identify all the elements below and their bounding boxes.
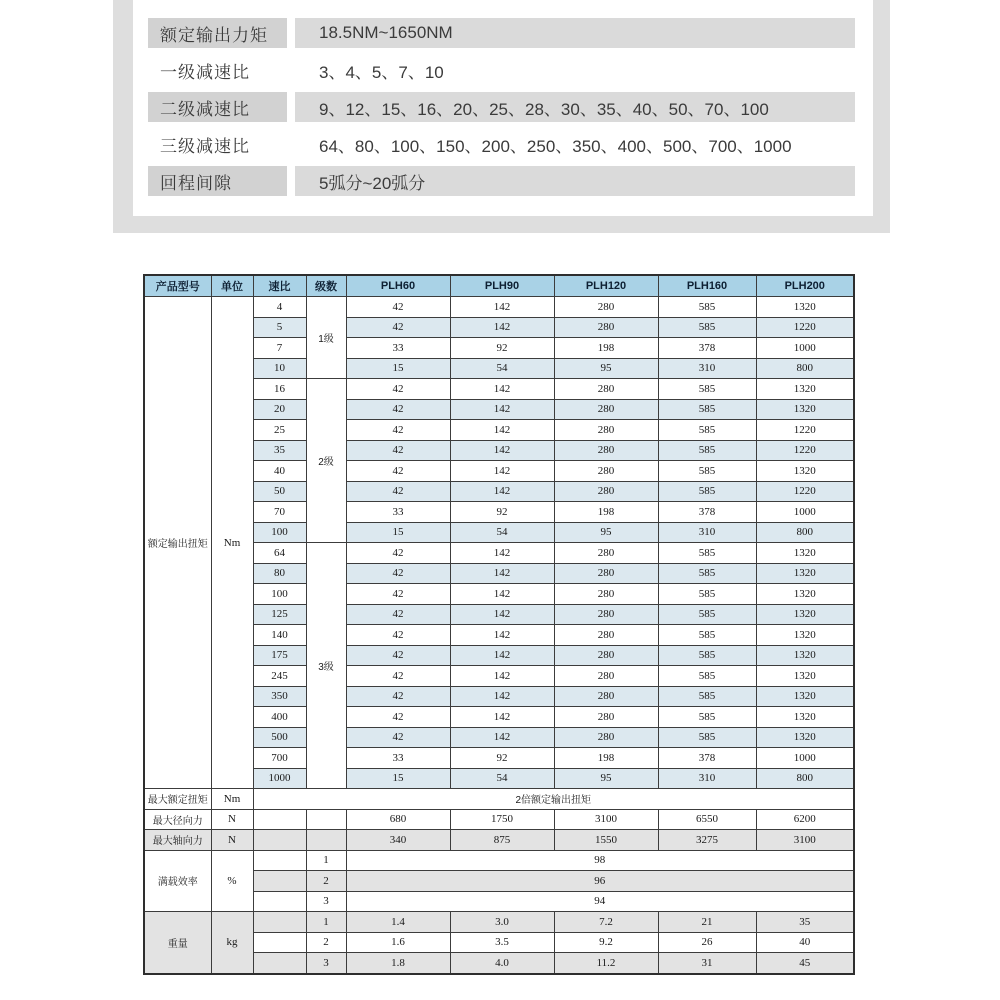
torque-value-cell: 92 <box>450 338 554 359</box>
torque-value-cell: 1320 <box>756 543 854 564</box>
torque-value-cell: 1220 <box>756 420 854 441</box>
radial-force-value-cell: 6200 <box>756 809 854 830</box>
torque-value-cell: 280 <box>554 625 658 646</box>
torque-value-cell: 280 <box>554 481 658 502</box>
torque-value-cell: 585 <box>658 584 756 605</box>
weight-value-cell: 1.6 <box>346 932 450 953</box>
torque-value-cell: 585 <box>658 440 756 461</box>
axial-force-value-cell: 875 <box>450 830 554 851</box>
torque-value-cell: 142 <box>450 625 554 646</box>
torque-value-cell: 1320 <box>756 379 854 400</box>
column-header-model: 产品型号 <box>144 275 211 297</box>
weight-value-cell: 11.2 <box>554 953 658 974</box>
torque-value-cell: 1220 <box>756 440 854 461</box>
weight-value-cell: 40 <box>756 932 854 953</box>
stage-number-cell: 1 <box>306 912 346 933</box>
torque-value-cell: 585 <box>658 707 756 728</box>
ratio-cell: 4 <box>253 297 306 318</box>
unit-cell-kg: kg <box>211 912 253 974</box>
spec-label: 二级减速比 <box>148 92 287 122</box>
weight-value-cell: 26 <box>658 932 756 953</box>
torque-value-cell: 280 <box>554 297 658 318</box>
row-label-max-axial-force: 最大轴向力 <box>144 830 211 851</box>
weight-value-cell: 4.0 <box>450 953 554 974</box>
product-data-table <box>143 274 855 975</box>
torque-value-cell: 280 <box>554 584 658 605</box>
torque-value-cell: 33 <box>346 502 450 523</box>
ratio-cell: 100 <box>253 522 306 543</box>
unit-cell-percent: % <box>211 850 253 912</box>
weight-value-cell: 9.2 <box>554 932 658 953</box>
torque-value-cell: 1000 <box>756 748 854 769</box>
torque-value-cell: 1220 <box>756 481 854 502</box>
ratio-cell: 5 <box>253 317 306 338</box>
torque-value-cell: 42 <box>346 461 450 482</box>
spec-label: 一级减速比 <box>160 62 250 82</box>
torque-value-cell: 280 <box>554 379 658 400</box>
spec-row <box>148 92 855 122</box>
max-rated-torque-value-cell: 2倍额定输出扭矩 <box>253 789 854 810</box>
torque-value-cell: 42 <box>346 584 450 605</box>
ratio-cell: 50 <box>253 481 306 502</box>
ratio-cell: 70 <box>253 502 306 523</box>
empty-ratio-cell <box>253 912 306 933</box>
header-row <box>144 275 854 297</box>
weight-value-cell: 7.2 <box>554 912 658 933</box>
torque-value-cell: 54 <box>450 522 554 543</box>
torque-value-cell: 1320 <box>756 666 854 687</box>
column-header-PLH120: PLH120 <box>554 275 658 297</box>
torque-value-cell: 1320 <box>756 297 854 318</box>
empty-ratio-cell <box>253 871 306 892</box>
weight-value-cell: 35 <box>756 912 854 933</box>
torque-value-cell: 280 <box>554 543 658 564</box>
row-label-rated-output-torque: 额定输出扭矩 <box>144 297 211 789</box>
empty-stage-cell <box>306 809 346 830</box>
torque-value-cell: 378 <box>658 338 756 359</box>
row-label-weight: 重量 <box>144 912 211 974</box>
torque-value-cell: 585 <box>658 379 756 400</box>
torque-value-cell: 92 <box>450 748 554 769</box>
torque-value-cell: 142 <box>450 399 554 420</box>
column-header-PLH90: PLH90 <box>450 275 554 297</box>
row-label-full-load-efficiency: 满载效率 <box>144 850 211 912</box>
ratio-cell: 40 <box>253 461 306 482</box>
radial-force-value-cell: 3100 <box>554 809 658 830</box>
spec-value: 18.5NM~1650NM <box>295 18 855 48</box>
column-header-stages: 级数 <box>306 275 346 297</box>
torque-value-cell: 585 <box>658 543 756 564</box>
column-header-ratio: 速比 <box>253 275 306 297</box>
table-body <box>144 297 854 974</box>
table-head <box>144 275 854 297</box>
torque-value-cell: 280 <box>554 440 658 461</box>
ratio-cell: 7 <box>253 338 306 359</box>
torque-value-cell: 95 <box>554 522 658 543</box>
torque-value-cell: 1220 <box>756 317 854 338</box>
stage-number-cell: 1 <box>306 850 346 871</box>
torque-value-cell: 33 <box>346 748 450 769</box>
spec-label: 三级减速比 <box>160 136 250 156</box>
torque-value-cell: 15 <box>346 522 450 543</box>
torque-value-cell: 42 <box>346 604 450 625</box>
torque-value-cell: 54 <box>450 768 554 789</box>
torque-value-cell: 585 <box>658 399 756 420</box>
torque-value-cell: 1320 <box>756 625 854 646</box>
torque-value-cell: 42 <box>346 399 450 420</box>
torque-value-cell: 15 <box>346 358 450 379</box>
ratio-cell: 700 <box>253 748 306 769</box>
spec-row <box>148 129 855 159</box>
torque-value-cell: 142 <box>450 481 554 502</box>
torque-value-cell: 142 <box>450 686 554 707</box>
torque-value-cell: 1320 <box>756 399 854 420</box>
spec-row <box>148 166 855 196</box>
torque-value-cell: 142 <box>450 379 554 400</box>
ratio-cell: 16 <box>253 379 306 400</box>
stage-group-cell: 1级 <box>306 297 346 379</box>
ratio-cell: 400 <box>253 707 306 728</box>
empty-ratio-cell <box>253 830 306 851</box>
torque-value-cell: 1320 <box>756 461 854 482</box>
stage-number-cell: 2 <box>306 871 346 892</box>
torque-value-cell: 142 <box>450 645 554 666</box>
weight-value-cell: 1.8 <box>346 953 450 974</box>
stage-number-cell: 3 <box>306 891 346 912</box>
ratio-cell: 25 <box>253 420 306 441</box>
efficiency-value-cell: 96 <box>346 871 854 892</box>
radial-force-value-cell: 1750 <box>450 809 554 830</box>
spec-label: 额定输出力矩 <box>148 18 287 48</box>
torque-row <box>144 297 854 318</box>
ratio-cell: 100 <box>253 584 306 605</box>
stage-number-cell: 3 <box>306 953 346 974</box>
torque-value-cell: 585 <box>658 481 756 502</box>
max-axial-force-row <box>144 830 854 851</box>
spec-value: 64、80、100、150、200、250、350、400、500、700、1000 <box>319 136 792 156</box>
torque-value-cell: 280 <box>554 686 658 707</box>
torque-value-cell: 142 <box>450 707 554 728</box>
torque-value-cell: 1320 <box>756 584 854 605</box>
torque-value-cell: 585 <box>658 420 756 441</box>
torque-value-cell: 280 <box>554 707 658 728</box>
weight-value-cell: 1.4 <box>346 912 450 933</box>
weight-value-cell: 31 <box>658 953 756 974</box>
weight-value-cell: 3.0 <box>450 912 554 933</box>
torque-value-cell: 92 <box>450 502 554 523</box>
max-rated-torque-row <box>144 789 854 810</box>
torque-value-cell: 280 <box>554 727 658 748</box>
torque-value-cell: 1320 <box>756 604 854 625</box>
torque-value-cell: 1320 <box>756 727 854 748</box>
empty-ratio-cell <box>253 891 306 912</box>
torque-value-cell: 800 <box>756 522 854 543</box>
torque-value-cell: 142 <box>450 584 554 605</box>
stage-group-cell: 2级 <box>306 379 346 543</box>
torque-value-cell: 585 <box>658 317 756 338</box>
unit-cell-nm: Nm <box>211 297 253 789</box>
unit-cell-n: N <box>211 830 253 851</box>
column-header-PLH60: PLH60 <box>346 275 450 297</box>
torque-value-cell: 33 <box>346 338 450 359</box>
spec-value: 3、4、5、7、10 <box>319 62 444 82</box>
torque-value-cell: 280 <box>554 563 658 584</box>
efficiency-row <box>144 850 854 871</box>
torque-value-cell: 585 <box>658 604 756 625</box>
efficiency-value-cell: 98 <box>346 850 854 871</box>
torque-value-cell: 1000 <box>756 502 854 523</box>
weight-value-cell: 21 <box>658 912 756 933</box>
spec-row <box>148 18 855 48</box>
unit-cell-n: N <box>211 809 253 830</box>
torque-value-cell: 42 <box>346 297 450 318</box>
ratio-cell: 175 <box>253 645 306 666</box>
radial-force-value-cell: 680 <box>346 809 450 830</box>
torque-value-cell: 42 <box>346 563 450 584</box>
torque-value-cell: 585 <box>658 563 756 584</box>
axial-force-value-cell: 3100 <box>756 830 854 851</box>
torque-value-cell: 310 <box>658 768 756 789</box>
ratio-cell: 10 <box>253 358 306 379</box>
spec-row <box>148 55 855 85</box>
ratio-cell: 1000 <box>253 768 306 789</box>
ratio-cell: 64 <box>253 543 306 564</box>
torque-value-cell: 585 <box>658 727 756 748</box>
torque-value-cell: 42 <box>346 379 450 400</box>
empty-ratio-cell <box>253 932 306 953</box>
ratio-cell: 500 <box>253 727 306 748</box>
ratio-cell: 20 <box>253 399 306 420</box>
torque-value-cell: 95 <box>554 358 658 379</box>
column-header-PLH160: PLH160 <box>658 275 756 297</box>
ratio-cell: 245 <box>253 666 306 687</box>
spec-summary-table <box>148 18 855 203</box>
torque-value-cell: 198 <box>554 748 658 769</box>
torque-value-cell: 280 <box>554 399 658 420</box>
column-header-unit: 单位 <box>211 275 253 297</box>
stage-number-cell: 2 <box>306 932 346 953</box>
torque-value-cell: 142 <box>450 317 554 338</box>
torque-value-cell: 142 <box>450 420 554 441</box>
torque-value-cell: 142 <box>450 727 554 748</box>
torque-value-cell: 1000 <box>756 338 854 359</box>
torque-value-cell: 42 <box>346 666 450 687</box>
radial-force-value-cell: 6550 <box>658 809 756 830</box>
torque-value-cell: 280 <box>554 461 658 482</box>
torque-value-cell: 280 <box>554 317 658 338</box>
torque-value-cell: 198 <box>554 502 658 523</box>
torque-value-cell: 142 <box>450 666 554 687</box>
torque-value-cell: 54 <box>450 358 554 379</box>
torque-value-cell: 378 <box>658 748 756 769</box>
unit-cell-nm: Nm <box>211 789 253 810</box>
empty-ratio-cell <box>253 953 306 974</box>
torque-value-cell: 800 <box>756 768 854 789</box>
stage-group-cell: 3级 <box>306 543 346 789</box>
spec-value: 9、12、15、16、20、25、28、30、35、40、50、70、100 <box>295 92 855 122</box>
torque-value-cell: 142 <box>450 440 554 461</box>
torque-value-cell: 142 <box>450 461 554 482</box>
empty-ratio-cell <box>253 809 306 830</box>
torque-value-cell: 15 <box>346 768 450 789</box>
column-header-PLH200: PLH200 <box>756 275 854 297</box>
torque-value-cell: 42 <box>346 625 450 646</box>
torque-value-cell: 800 <box>756 358 854 379</box>
spec-value: 5弧分~20弧分 <box>295 166 855 196</box>
torque-value-cell: 1320 <box>756 563 854 584</box>
torque-value-cell: 1320 <box>756 645 854 666</box>
torque-value-cell: 142 <box>450 297 554 318</box>
torque-value-cell: 42 <box>346 420 450 441</box>
ratio-cell: 350 <box>253 686 306 707</box>
torque-value-cell: 1320 <box>756 686 854 707</box>
max-radial-force-row <box>144 809 854 830</box>
torque-value-cell: 42 <box>346 481 450 502</box>
torque-value-cell: 585 <box>658 666 756 687</box>
torque-value-cell: 42 <box>346 727 450 748</box>
torque-value-cell: 310 <box>658 522 756 543</box>
ratio-cell: 125 <box>253 604 306 625</box>
torque-value-cell: 585 <box>658 625 756 646</box>
torque-value-cell: 310 <box>658 358 756 379</box>
torque-value-cell: 95 <box>554 768 658 789</box>
torque-value-cell: 142 <box>450 604 554 625</box>
ratio-cell: 35 <box>253 440 306 461</box>
axial-force-value-cell: 1550 <box>554 830 658 851</box>
ratio-cell: 80 <box>253 563 306 584</box>
torque-value-cell: 198 <box>554 338 658 359</box>
weight-row <box>144 912 854 933</box>
weight-value-cell: 3.5 <box>450 932 554 953</box>
row-label-max-rated-torque: 最大额定扭矩 <box>144 789 211 810</box>
empty-stage-cell <box>306 830 346 851</box>
axial-force-value-cell: 340 <box>346 830 450 851</box>
torque-value-cell: 585 <box>658 686 756 707</box>
torque-value-cell: 585 <box>658 297 756 318</box>
torque-value-cell: 42 <box>346 707 450 728</box>
torque-value-cell: 280 <box>554 604 658 625</box>
torque-value-cell: 42 <box>346 440 450 461</box>
ratio-cell: 140 <box>253 625 306 646</box>
axial-force-value-cell: 3275 <box>658 830 756 851</box>
torque-value-cell: 585 <box>658 645 756 666</box>
spec-label: 回程间隙 <box>148 166 287 196</box>
torque-value-cell: 42 <box>346 543 450 564</box>
torque-value-cell: 1320 <box>756 707 854 728</box>
row-label-max-radial-force: 最大径向力 <box>144 809 211 830</box>
torque-value-cell: 280 <box>554 666 658 687</box>
empty-ratio-cell <box>253 850 306 871</box>
torque-value-cell: 280 <box>554 645 658 666</box>
torque-value-cell: 42 <box>346 645 450 666</box>
torque-value-cell: 280 <box>554 420 658 441</box>
efficiency-value-cell: 94 <box>346 891 854 912</box>
weight-value-cell: 45 <box>756 953 854 974</box>
torque-value-cell: 142 <box>450 543 554 564</box>
torque-value-cell: 142 <box>450 563 554 584</box>
torque-value-cell: 42 <box>346 317 450 338</box>
torque-value-cell: 585 <box>658 461 756 482</box>
torque-value-cell: 378 <box>658 502 756 523</box>
torque-value-cell: 42 <box>346 686 450 707</box>
